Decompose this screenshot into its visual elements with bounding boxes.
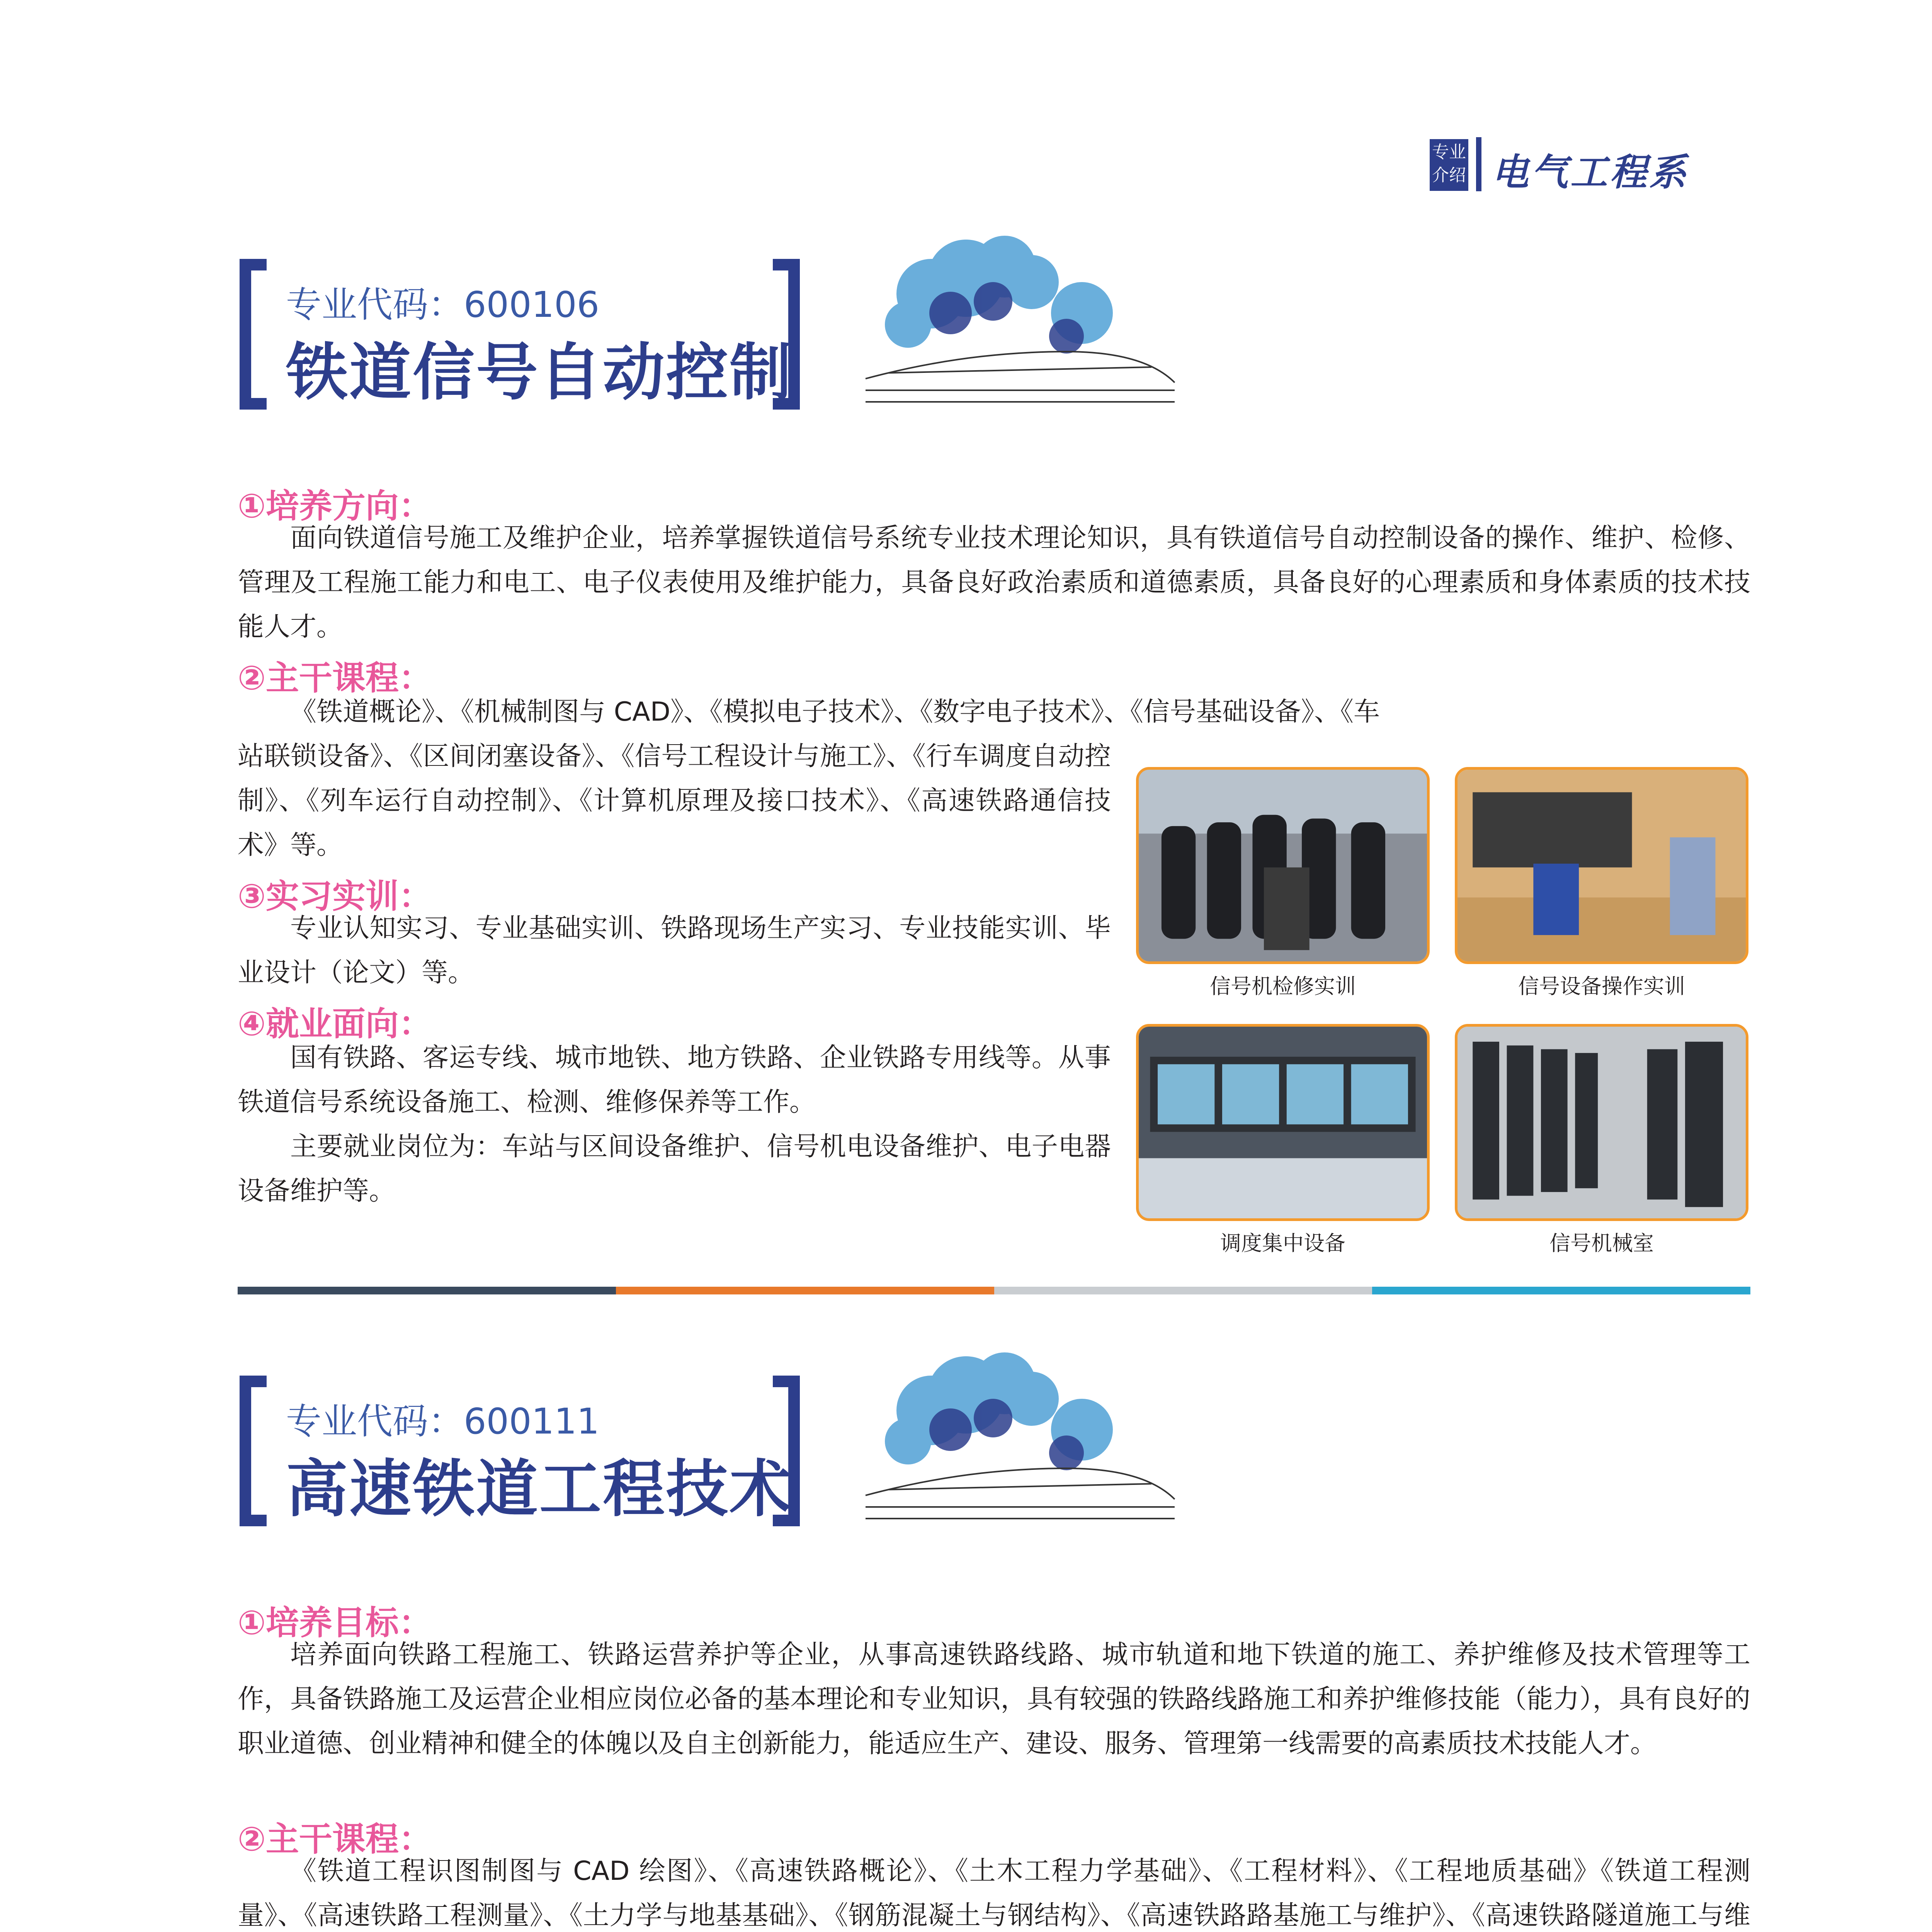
- photo-signal-repair: [1136, 767, 1430, 964]
- train-tree-illustration: [850, 236, 1190, 417]
- section1-heading-direction: ①培养方向：: [238, 487, 432, 526]
- section1-para-courses-a: 《铁道概论》、《机械制图与 CAD》、《模拟电子技术》、《数字电子技术》、《信号基础设备》、《车: [290, 697, 1380, 727]
- header-tag-line1: 专业: [1432, 142, 1466, 162]
- section2-title: 高速铁道工程技术: [286, 1453, 793, 1525]
- photo-signal-operation: [1455, 767, 1748, 964]
- section1-heading-courses: ②主干课程：: [238, 659, 432, 697]
- section1-para-courses-b: 站联锁设备》、《区间闭塞设备》、《信号工程设计与施工》、《行车调度自动控制》、《列车运行自动控制》、《计算机原理及接口技术》、《高速铁路通信技术》等。: [238, 741, 1111, 861]
- section2-para-courses-a: 《铁道工程识图制图与 CAD 绘图》、《高速铁路概论》、《土木工程力学基础》、《工程材料》、《工程地质基础》《铁道工程测量》、《高速铁路工程测量》、《土力学与地基基础》、《钢筋混凝土与钢结构》、《高速铁路路基施工与维护》、《高速铁路隧道施工与维: [238, 1856, 1750, 1931]
- section-divider: [238, 1287, 1750, 1294]
- train-tree-illustration-2: [850, 1352, 1190, 1534]
- section1-heading-training: ③实习实训：: [238, 877, 432, 916]
- header-divider: [1476, 137, 1481, 191]
- section2-title-box: [240, 1376, 800, 1526]
- section1-para-direction: 面向铁道信号施工及维护企业，培养掌握铁道信号系统专业技术理论知识，具有铁道信号自动控制设备的操作、维护、检修、管理及工程施工能力和电工、电子仪表使用及维护能力，具备良好政治素质和道德素质，具备良好的心理素质和身体素质的技术技能人才。: [238, 523, 1750, 642]
- caption-signal-room: 信号机械室: [1549, 1231, 1654, 1255]
- section1-heading-employment: ④就业面向：: [238, 1005, 432, 1043]
- caption-signal-repair: 信号机检修实训: [1210, 974, 1356, 998]
- photo-dispatch-center: [1136, 1024, 1430, 1221]
- section1-para-employment-a: 国有铁路、客运专线、城市地铁、地方铁路、企业铁路专用线等。从事铁道信号系统设备施工、检测、维修保养等工作。: [238, 1043, 1111, 1117]
- section1-para-training: 专业认知实习、专业基础实训、铁路现场生产实习、专业技能实训、毕业设计（论文）等。: [238, 913, 1111, 988]
- caption-signal-operation: 信号设备操作实训: [1518, 974, 1685, 998]
- header-tag-line2: 介绍: [1432, 165, 1466, 185]
- section2-heading-courses: ②主干课程：: [238, 1820, 432, 1859]
- caption-dispatch-center: 调度集中设备: [1220, 1231, 1345, 1255]
- section1-title: 铁道信号自动控制: [286, 336, 793, 408]
- section1-title-box: [240, 259, 800, 410]
- section2-heading-goal: ①培养目标：: [238, 1604, 432, 1642]
- section1-code: 专业代码：600106: [286, 284, 600, 325]
- section1-para-employment-b: 主要就业岗位为：车站与区间设备维护、信号机电设备维护、电子电器设备维护等。: [238, 1131, 1111, 1206]
- section2-para-goal: 培养面向铁路工程施工、铁路运营养护等企业，从事高速铁路线路、城市轨道和地下铁道的施工、养护维修及技术管理等工作，具备铁路施工及运营企业相应岗位必备的基本理论和专业知识，具有较强的铁路线路施工和养护维修技能（能力），具有良好的职业道德、创业精神和健全的体魄以及自主创新能力，能适应生产、建设、服务、管理第一线需要的高素质技术技能人才。: [238, 1639, 1750, 1759]
- photo-signal-room: [1455, 1024, 1748, 1221]
- section2-code: 专业代码：600111: [286, 1401, 600, 1442]
- department-title: 电气工程系: [1492, 151, 1689, 194]
- header-tag: [1430, 139, 1468, 191]
